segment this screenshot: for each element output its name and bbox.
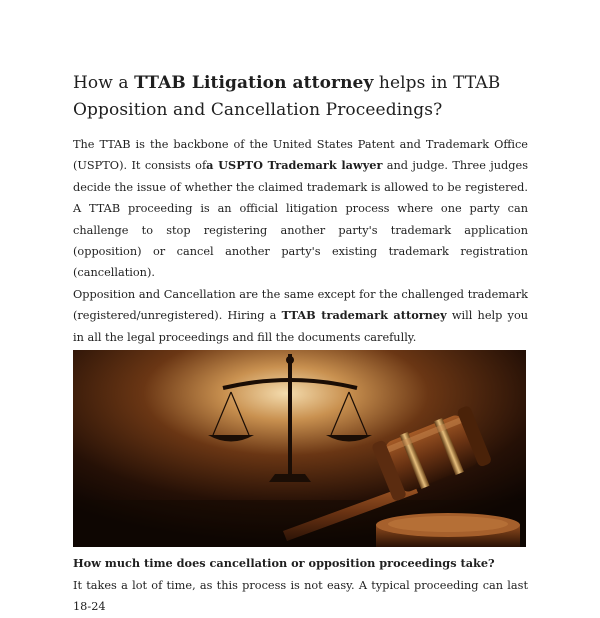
paragraph-ttab-intro xyxy=(73,134,528,284)
para2-bold-text: TTAB trademark attorney xyxy=(281,308,447,323)
para2-text-start: Opposition and Cancellation are the same except for the challenged trademark (registered/unregistered). Hiring a xyxy=(73,288,528,323)
gavel-and-scales-image xyxy=(73,350,526,547)
para1-text-end: and judge. Three judges decide the issue of whether the claimed trademark is allowed to be registered. A TTAB proceeding is an official litigation process where one party can challenge to stop registering another party's trademark application (opposition) or cancel another party's existing trademark registration (cancellation). xyxy=(73,159,529,280)
title-bold-text: TTAB Litigation attorney xyxy=(134,73,374,93)
para1-bold-text: a USPTO Trademark lawyer xyxy=(206,158,383,173)
para2-text-end: will help you in all the legal proceedings and fill the documents carefully. xyxy=(73,309,529,344)
paragraph-proceeding-duration: It takes a lot of time, as this process is not easy. A typical proceeding can last 18-24 xyxy=(73,579,528,614)
title-prefix: How a xyxy=(73,73,135,93)
page-title xyxy=(73,70,531,124)
paragraph-opposition-cancellation xyxy=(73,284,528,348)
para1-text-start: The TTAB is the backbone of the United States Patent and Trademark Office (USPTO). It consists of xyxy=(73,138,528,173)
title-suffix: helps in TTAB Opposition and Cancellation Proceedings? xyxy=(73,73,501,120)
section-heading: How much time does cancellation or opposition proceedings take? xyxy=(73,556,495,570)
